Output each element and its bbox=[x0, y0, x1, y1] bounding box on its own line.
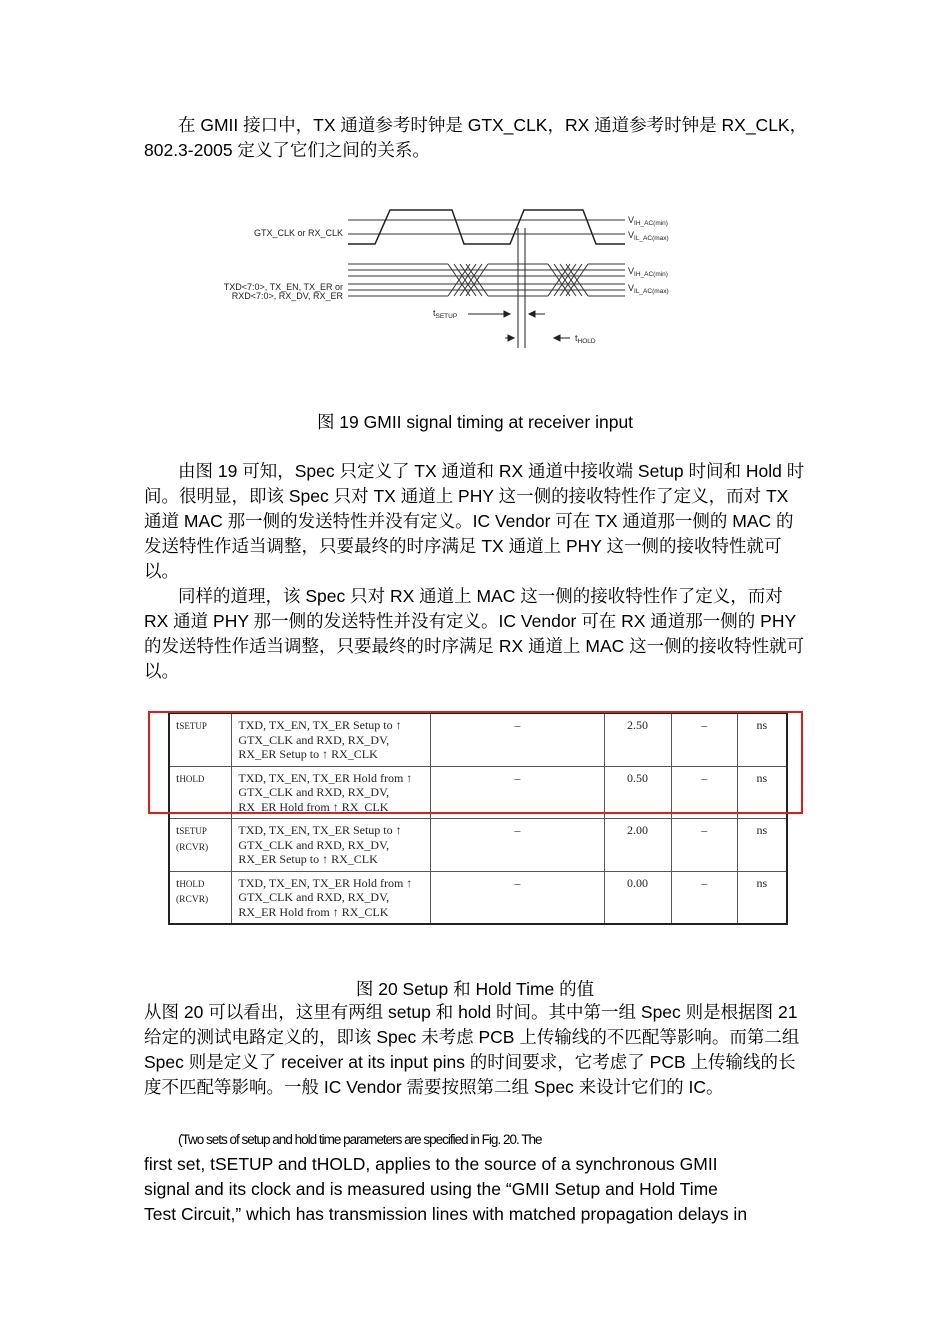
symbol-subscript: SETUP bbox=[179, 721, 207, 731]
typ-cell: 0.50 bbox=[604, 766, 671, 819]
unit-cell: ns bbox=[737, 871, 787, 924]
data-signal-label-2: RXD<7:0>, RX_DV, RX_ER bbox=[231, 291, 343, 301]
symbol-text: t bbox=[176, 718, 180, 732]
figure-19-caption: 图 19 GMII signal timing at receiver input bbox=[316, 412, 634, 432]
typ-cell: 2.50 bbox=[604, 713, 671, 766]
t-hold-label: $t_{HOLD}$ bbox=[575, 333, 596, 345]
hold-arrow bbox=[505, 335, 570, 341]
table-row bbox=[169, 819, 787, 872]
intro-paragraph bbox=[144, 113, 808, 163]
gmii-timing-diagram bbox=[200, 198, 700, 358]
symbol-note: (RCVR) bbox=[176, 842, 209, 853]
paragraph-1: 由图 19 可知，Spec 只定义了 TX 通道和 RX 通道中接收端 Setup 时间和 Hold 时间。很明显，即该 Spec 只对 TX 通道上 PHY 这一侧的接收特性作了定义，而对 TX 通道 MAC 那一侧的发送特性并没有定义。IC Vendor 可在 TX 通道那一侧的 MAC 的发送特性作适当调整，只要最终的时序满足 TX 通道上 PHY 这一侧的接收特性就可以。 bbox=[144, 461, 805, 581]
symbol-text: t bbox=[176, 875, 180, 890]
symbol-note: (RCVR) bbox=[176, 895, 209, 905]
symbol-cell bbox=[169, 819, 232, 872]
data-signal-label-1: TXD<7:0>, TX_EN, TX_ER or bbox=[223, 282, 343, 292]
body-paragraphs bbox=[144, 459, 808, 684]
vil-clock-label: $V_{IL\_AC(max)}$ bbox=[628, 230, 669, 242]
timing-reference-lines bbox=[518, 228, 525, 348]
min-cell: – bbox=[430, 871, 604, 924]
typ-cell: 2.00 bbox=[604, 819, 671, 872]
english-line-2: first set, tSETUP and tHOLD, applies to the source of a synchronous GMII bbox=[144, 1154, 718, 1174]
data-threshold-lines bbox=[348, 270, 625, 290]
description-cell: TXD, TX_EN, TX_ER Setup to ↑ GTX_CLK and RXD, RX_DV, RX_ER Setup to ↑ RX_CLK bbox=[232, 819, 430, 872]
table-row bbox=[169, 871, 787, 924]
symbol-text: t bbox=[176, 770, 180, 785]
english-line-3: signal and its clock and is measured using the “GMII Setup and Hold Time bbox=[144, 1179, 718, 1199]
t-setup-label: $t_{SETUP}$ bbox=[433, 308, 458, 320]
english-block bbox=[144, 1127, 824, 1227]
vil-data-label: $V_{IL\_AC(max)}$ bbox=[628, 283, 669, 295]
max-cell: – bbox=[671, 871, 737, 924]
vih-clock-label: $V_{IH\_AC(min)}$ bbox=[628, 215, 668, 227]
symbol-subscript: HOLD bbox=[179, 878, 205, 889]
setup-arrow bbox=[468, 311, 545, 317]
english-line-1: (Two sets of setup and hold time parameters are specified in Fig. 20. The bbox=[178, 1132, 542, 1147]
max-cell: – bbox=[671, 713, 737, 766]
description-cell: TXD, TX_EN, TX_ER Hold from ↑ GTX_CLK and RXD, RX_DV, RX_ER Hold from ↑ RX_CLK bbox=[232, 871, 430, 924]
symbol-subscript: SETUP bbox=[179, 826, 207, 836]
description-cell: TXD, TX_EN, TX_ER Setup to ↑ GTX_CLK and RXD, RX_DV, RX_ER Setup to ↑ RX_CLK bbox=[232, 713, 430, 766]
unit-cell: ns bbox=[737, 819, 787, 872]
unit-cell: ns bbox=[737, 766, 787, 819]
clock-signal-label: GTX_CLK or RX_CLK bbox=[253, 228, 343, 238]
symbol-subscript: HOLD bbox=[179, 773, 205, 784]
clock-threshold-lines bbox=[348, 220, 625, 234]
intro-text: 在 GMII 接口中，TX 通道参考时钟是 GTX_CLK，RX 通道参考时钟是 RX_CLK，802.3-2005 定义了它们之间的关系。 bbox=[144, 115, 808, 160]
typ-cell: 0.00 bbox=[604, 871, 671, 924]
highlight-box bbox=[148, 711, 803, 814]
unit-cell: ns bbox=[737, 713, 787, 766]
min-cell: – bbox=[430, 766, 604, 819]
vih-data-label: $V_{IH\_AC(min)}$ bbox=[628, 266, 668, 278]
max-cell: – bbox=[671, 819, 737, 872]
paragraph-3: 从图 20 可以看出，这里有两组 setup 和 hold 时间。其中第一组 Spec 则是根据图 21 给定的测试电路定义的，即该 Spec 未考虑 PCB 上传输线的不匹配等影响。而第二组 Spec 则是定义了 receiver at its input pins 的时间要求，它考虑了 PCB 上传输线的长度不匹配等影响。一般 IC Vendor 需要按照第二组 Spec 来设计它们的 IC。 bbox=[144, 1002, 800, 1097]
min-cell: – bbox=[430, 713, 604, 766]
clock-waveform bbox=[348, 210, 625, 244]
symbol-text: t bbox=[176, 823, 180, 837]
description-cell: TXD, TX_EN, TX_ER Hold from ↑ GTX_CLK and RXD, RX_DV, RX_ER Hold from ↑ RX_CLK bbox=[232, 766, 430, 819]
paragraph-2: 同样的道理，该 Spec 只对 RX 通道上 MAC 这一侧的接收特性作了定义，而对 RX 通道 PHY 那一侧的发送特性并没有定义。IC Vendor 可在 RX 通道那一侧的 PHY 的发送特性作适当调整，只要最终的时序满足 RX 通道上 MAC 这一侧的接收特性就可以。 bbox=[144, 586, 805, 681]
english-line-4: Test Circuit,” which has transmission lines with matched propagation delays in bbox=[144, 1204, 748, 1224]
figure-20-caption: 图 20 Setup 和 Hold Time 的值 bbox=[355, 979, 595, 999]
min-cell: – bbox=[430, 819, 604, 872]
data-crossover-right bbox=[548, 264, 625, 296]
symbol-cell bbox=[169, 871, 232, 924]
max-cell: – bbox=[671, 766, 737, 819]
paragraph-3-block bbox=[144, 1000, 808, 1100]
